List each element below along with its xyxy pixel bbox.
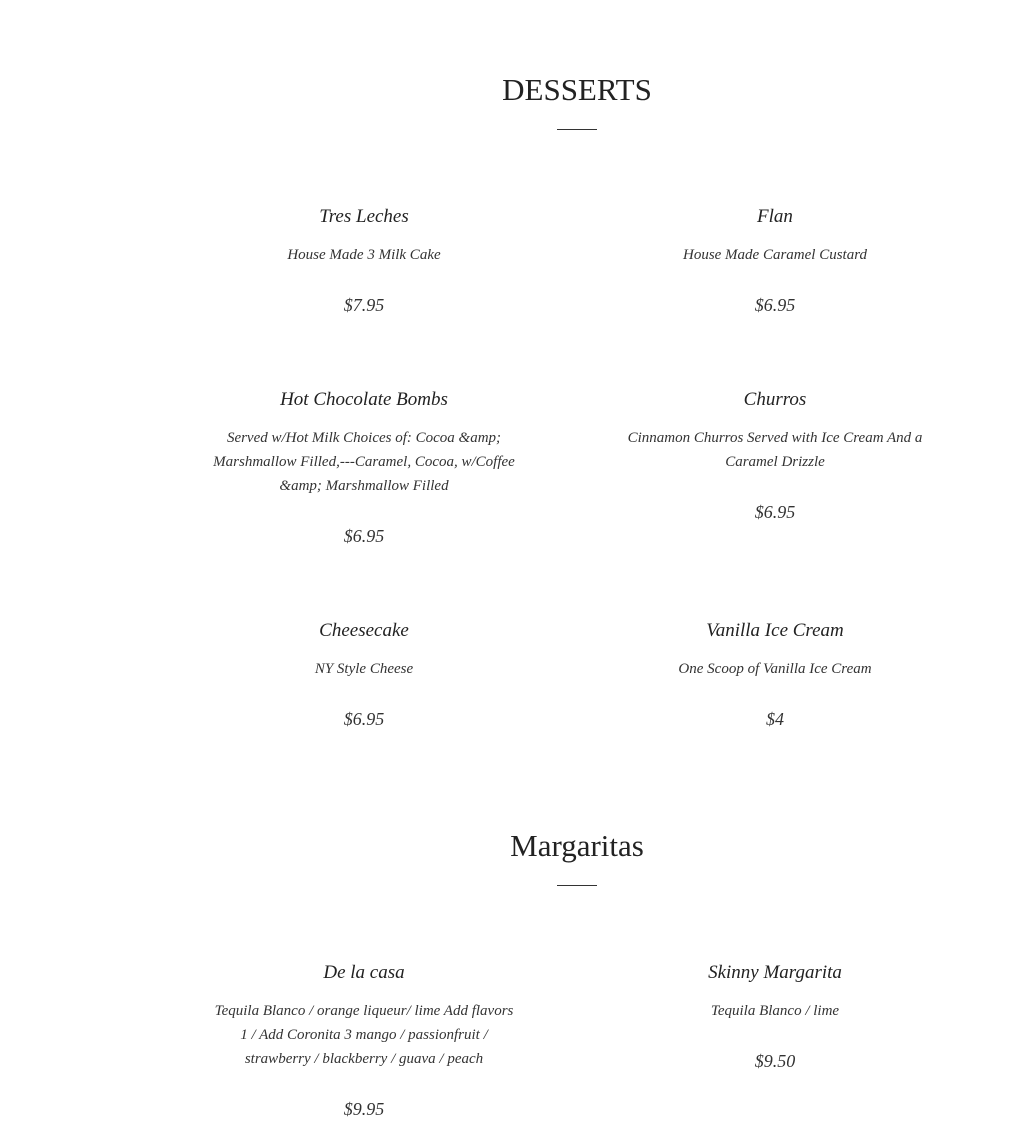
item-name: Hot Chocolate Bombs (280, 389, 448, 410)
item-description: House Made Caramel Custard (682, 247, 868, 263)
section-title-margaritas: Margaritas (510, 828, 644, 863)
item-price: $6.95 (343, 709, 385, 729)
item-description: Tequila Blanco / orange liqueur/ lime Add flavors 1 / Add Coronita 3 mango / passionfruit / strawberry / blackberry / guava / peach (214, 1003, 514, 1067)
item-description: Tequila Blanco / lime (710, 1003, 840, 1019)
section-divider (557, 129, 597, 130)
menu-item-cheesecake (204, 619, 524, 731)
item-price: $9.95 (343, 1099, 385, 1119)
item-name: Flan (757, 206, 793, 227)
menu-item-vanilla-ice-cream (615, 619, 935, 731)
section-divider (557, 885, 597, 886)
item-price: $7.95 (343, 295, 385, 315)
item-price: $6.95 (343, 526, 385, 546)
menu-item-churros (615, 388, 935, 524)
item-name: Vanilla Ice Cream (706, 620, 844, 641)
section-title-desserts: DESSERTS (502, 72, 652, 107)
item-name: De la casa (323, 962, 405, 983)
menu-item-de-la-casa (204, 961, 524, 1121)
item-name: Tres Leches (319, 206, 409, 227)
item-price: $6.95 (754, 295, 796, 315)
menu-item-flan (615, 205, 935, 317)
item-description: Served w/Hot Milk Choices of: Cocoa &amp; Marshmallow Filled,---Caramel, Cocoa, w/Coffee &amp; Marshmallow Filled (213, 430, 515, 494)
item-price: $9.50 (754, 1051, 796, 1071)
menu-item-hot-chocolate-bombs (204, 388, 524, 548)
item-name: Cheesecake (319, 620, 409, 641)
item-name: Skinny Margarita (708, 962, 842, 983)
item-description: NY Style Cheese (314, 661, 414, 677)
menu-item-skinny-margarita (615, 961, 935, 1073)
item-price: $4 (766, 709, 784, 729)
item-price: $6.95 (754, 502, 796, 522)
item-description: One Scoop of Vanilla Ice Cream (678, 661, 872, 677)
item-description: House Made 3 Milk Cake (287, 247, 441, 263)
menu-item-tres-leches (204, 205, 524, 317)
item-name: Churros (743, 389, 807, 410)
item-description: Cinnamon Churros Served with Ice Cream And a Caramel Drizzle (627, 430, 923, 470)
